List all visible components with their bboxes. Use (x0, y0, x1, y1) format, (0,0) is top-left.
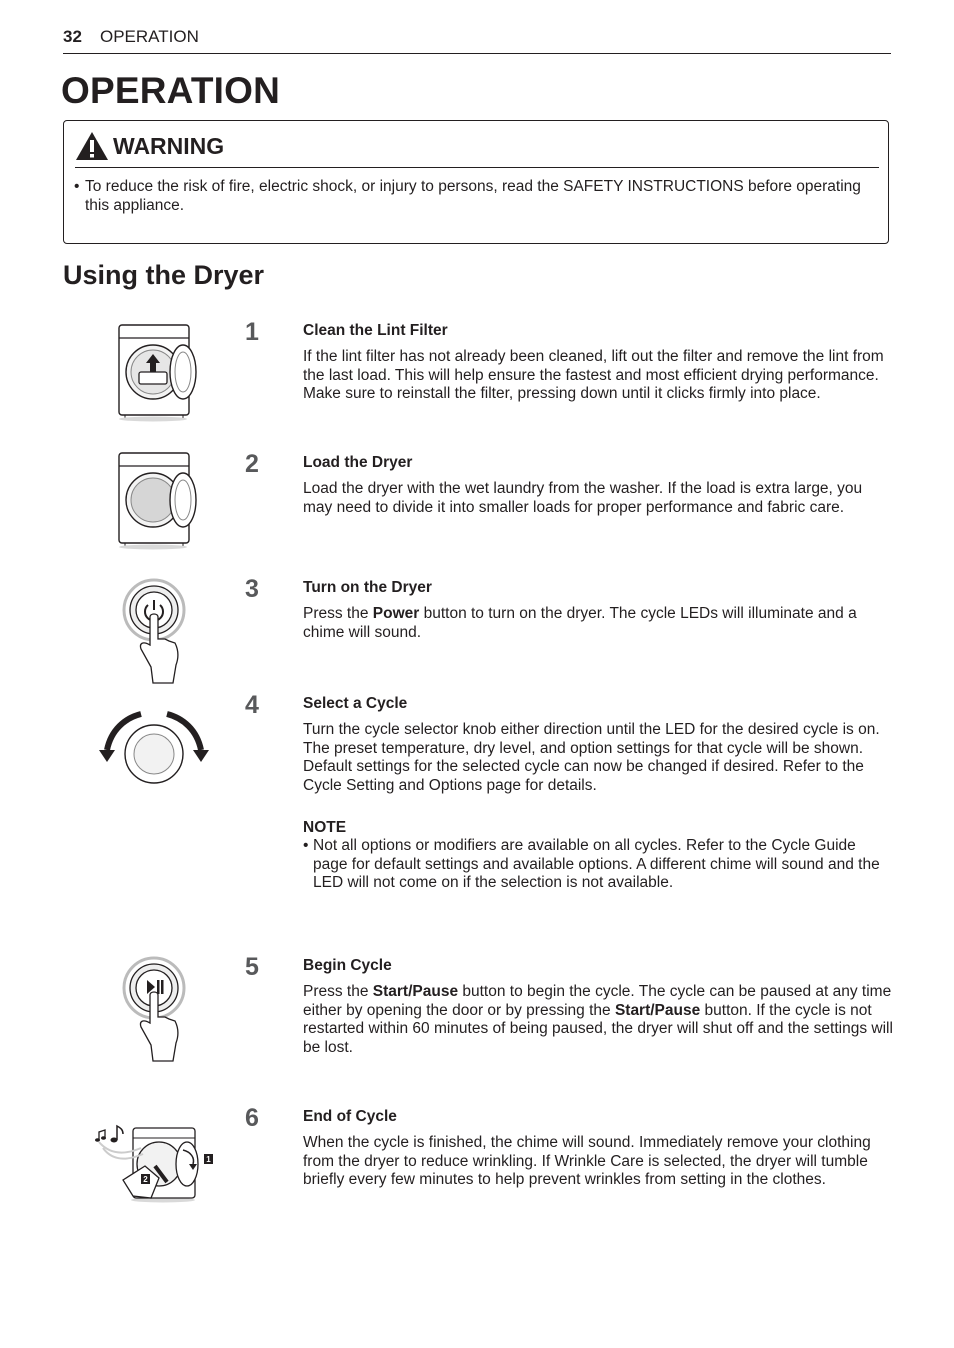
note-body (303, 837, 883, 893)
callout-number-2: 2 (143, 1175, 148, 1184)
page-header (63, 27, 891, 54)
step-body-text: button to turn on the dryer. The cycle LEDs will illuminate and a chime will sound. (303, 605, 857, 641)
step-number: 5 (245, 953, 259, 981)
cycle-knob-rotate-illustration (99, 706, 209, 788)
start-pause-label: Start/Pause (372, 983, 459, 1000)
step-title: Select a Cycle (303, 695, 408, 712)
step-number: 3 (245, 575, 259, 603)
warning-box (63, 120, 889, 244)
warning-header (75, 131, 879, 168)
page-number: 32 (63, 27, 82, 46)
warning-bullet: • (74, 178, 80, 195)
power-button-press-illustration (121, 577, 187, 687)
step-title: Clean the Lint Filter (303, 322, 448, 339)
section-title: Using the Dryer (63, 260, 265, 290)
step-title: Load the Dryer (303, 454, 413, 471)
page-title: OPERATION (61, 70, 281, 111)
note-text: Not all options or modifiers are available on all cycles. Refer to the Cycle Guide page for default settings and available options. A different chime will sound and the LED will not come on if the selection is not available. (313, 837, 880, 891)
dryer-load-illustration (113, 450, 203, 552)
step-body: When the cycle is finished, the chime will sound. Immediately remove your clothing from the dryer to reduce wrinkling. If Wrinkle Care is selected, the dryer will tumble briefly every few minutes to help prevent wrinkles from setting in the clothes. (303, 1134, 871, 1188)
power-label: Power (372, 605, 420, 622)
warning-label: WARNING (113, 133, 225, 159)
step-title: Begin Cycle (303, 957, 392, 974)
step-body-text: Press the (303, 983, 373, 1000)
step-body (303, 983, 893, 1057)
warning-body: To reduce the risk of fire, electric shock, or injury to persons, read the SAFETY INSTRUCTIONS before operating this appliance. (85, 178, 861, 214)
step-body: Turn the cycle selector knob either direction until the LED for the desired cycle is on. The preset temperature, dry level, and option settings for that cycle will be shown. Default settings for the selected cycle can now be changed if desired. Refer to the Cycle Setting and Options page for details. (303, 721, 880, 794)
step-body: If the lint filter has not already been cleaned, lift out the filter and remove the lint from the last load. This will help ensure the fastest and most efficient drying performance. Make sure to reinstall the filter, pressing down until it clicks firmly into place. (303, 348, 884, 402)
dryer-lint-filter-illustration (113, 320, 203, 422)
step-number: 1 (245, 318, 259, 346)
note-title: NOTE (303, 819, 347, 836)
step-body: Load the dryer with the wet laundry from the washer. If the load is extra large, you may need to divide it into smaller loads for proper performance and fabric care. (303, 480, 863, 516)
start-pause-label: Start/Pause (614, 1001, 701, 1019)
warning-text (74, 177, 874, 215)
step-body-text: button to begin the cycle. The cycle can be paused at any time either by opening the door or by pressing the (303, 983, 892, 1019)
note-bullet: • (303, 837, 309, 854)
warning-triangle-icon (75, 131, 109, 161)
step-body-text: Press the (303, 605, 373, 622)
step-body-text: button. If the cycle is not restarted within 60 minutes of being paused, the dryer will shut off and the settings will be lost. (303, 1001, 893, 1056)
end-of-cycle-illustration (93, 1120, 218, 1206)
step-number: 6 (245, 1104, 259, 1132)
callout-number-1: 1 (206, 1155, 211, 1164)
start-pause-button-press-illustration (121, 955, 187, 1065)
header-section-label: OPERATION (100, 27, 199, 46)
step-title: End of Cycle (303, 1108, 397, 1125)
step-number: 2 (245, 450, 259, 478)
step-title: Turn on the Dryer (303, 579, 432, 596)
step-body (303, 605, 893, 642)
step-number: 4 (245, 691, 259, 719)
